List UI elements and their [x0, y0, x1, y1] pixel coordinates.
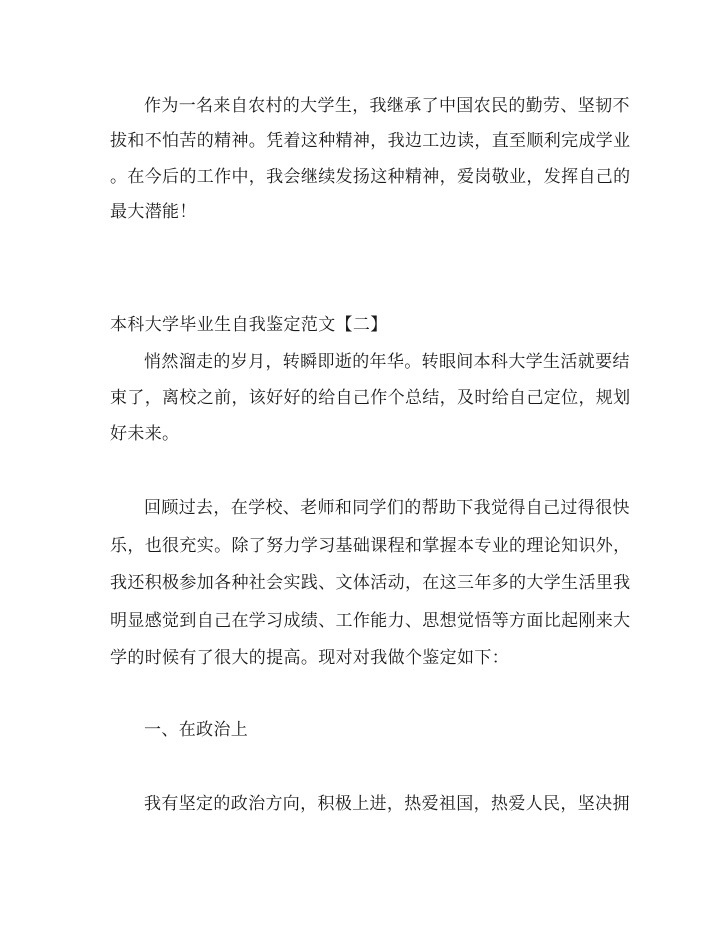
- paragraph-line: 束了，离校之前，该好好的给自己作个总结，及时给自己定位，规划: [110, 388, 631, 408]
- paragraph-line: 作为一名来自农村的大学生，我继承了中国农民的勤劳、坚韧不: [144, 96, 630, 116]
- paragraph-line: 乐，也很充实。除了努力学习基础课程和掌握本专业的理论知识外，: [110, 536, 631, 556]
- paragraph-line: 。在今后的工作中，我会继续发扬这种精神，爱岗敬业，发挥自己的: [110, 167, 631, 187]
- paragraph-line: 回顾过去，在学校、老师和同学们的帮助下我觉得自己过得很快: [144, 498, 630, 518]
- paragraph-line: 我还积极参加各种社会实践、文体活动，在这三年多的大学生活里我: [110, 573, 631, 593]
- subsection-title: 一、在政治上: [144, 720, 249, 740]
- section-heading: 本科大学毕业生自我鉴定范文【二】: [110, 315, 388, 335]
- paragraph-line: 拔和不怕苦的精神。凭着这种精神，我边工边读，直至顺利完成学业: [110, 131, 631, 151]
- paragraph-line: 明显感觉到自己在学习成绩、工作能力、思想觉悟等方面比起刚来大: [110, 611, 631, 631]
- paragraph-line: 最大潜能！: [110, 202, 197, 222]
- paragraph-line: 我有坚定的政治方向，积极上进，热爱祖国，热爱人民，坚决拥: [144, 794, 630, 814]
- paragraph-line: 学的时候有了很大的提高。现对对我做个鉴定如下：: [110, 648, 510, 668]
- paragraph-line: 悄然溜走的岁月，转瞬即逝的年华。转眼间本科大学生活就要结: [144, 352, 630, 372]
- paragraph-line: 好未来。: [110, 424, 180, 444]
